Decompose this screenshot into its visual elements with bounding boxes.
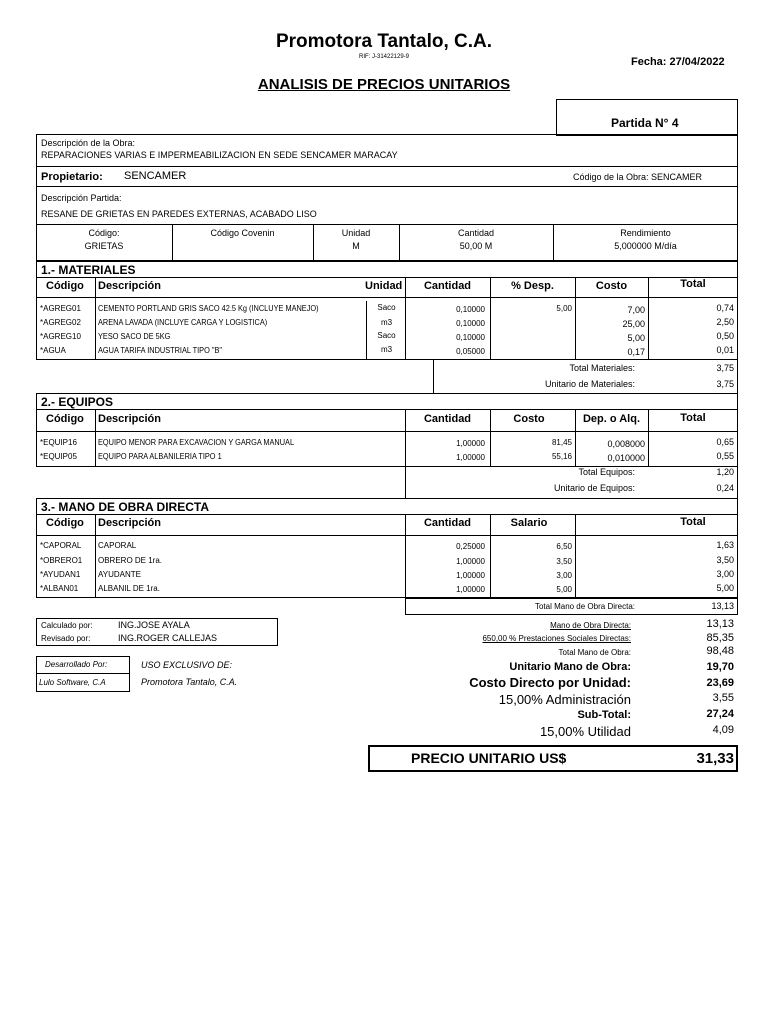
calculado-label: Calculado por: bbox=[41, 621, 93, 630]
row-cantidad: 1,00000 bbox=[456, 585, 485, 594]
unitario-materiales-label: Unitario de Materiales: bbox=[544, 379, 635, 389]
row-codigo: *AGUA bbox=[40, 346, 66, 355]
divider bbox=[36, 514, 738, 515]
divider bbox=[405, 467, 406, 498]
col-header: Salario bbox=[510, 517, 548, 529]
divider bbox=[36, 166, 738, 167]
col-header: Descripción bbox=[98, 413, 161, 425]
unitario-mano-obra-label: Unitario Mano de Obra: bbox=[509, 661, 631, 673]
codigo-value: GRIETAS bbox=[84, 241, 124, 251]
row-total: 0,01 bbox=[716, 345, 734, 355]
costo-directo-value: 23,69 bbox=[706, 677, 734, 689]
row-codigo: *CAPORAL bbox=[40, 541, 82, 550]
divider bbox=[36, 673, 130, 674]
uso-value: Promotora Tantalo, C.A. bbox=[141, 677, 238, 687]
costo-directo-label: Costo Directo por Unidad: bbox=[469, 675, 631, 690]
total-mano-obra-value: 13,13 bbox=[711, 601, 734, 611]
document-date: Fecha: 27/04/2022 bbox=[631, 56, 725, 68]
row-total: 0,65 bbox=[716, 437, 734, 447]
prestaciones-value: 85,35 bbox=[706, 632, 734, 644]
col-header: Total bbox=[680, 412, 706, 424]
total-equipos-value: 1,20 bbox=[716, 467, 734, 477]
row-total: 3,00 bbox=[716, 569, 734, 579]
row-cantidad: 1,00000 bbox=[456, 453, 485, 462]
row-salario: 3,00 bbox=[556, 571, 572, 580]
total-mano-obra-value: 98,48 bbox=[706, 645, 734, 657]
row-costo: 7,00 bbox=[627, 305, 645, 315]
row-desc: ARENA LAVADA (INCLUYE CARGA Y LOGISTICA) bbox=[98, 318, 268, 327]
row-codigo: *AYUDAN1 bbox=[40, 570, 81, 579]
col-header: Cantidad bbox=[423, 517, 472, 529]
row-cantidad: 0,10000 bbox=[456, 305, 485, 314]
col-header: Total bbox=[680, 278, 706, 290]
row-cantidad: 0,05000 bbox=[456, 347, 485, 356]
rendimiento-label: Rendimiento bbox=[620, 228, 671, 238]
row-dep: 0,010000 bbox=[607, 453, 645, 463]
divider bbox=[36, 297, 738, 298]
divider bbox=[36, 277, 738, 278]
row-codigo: *AGREG01 bbox=[40, 304, 81, 313]
utilidad-value: 4,09 bbox=[712, 724, 734, 736]
row-costo: 25,00 bbox=[622, 319, 645, 329]
codigo-label: Código: bbox=[88, 228, 120, 238]
cantidad-label: Cantidad bbox=[457, 228, 495, 238]
covenin-label: Código Covenin bbox=[210, 228, 275, 238]
unidad-value: M bbox=[352, 241, 360, 251]
unidad-label: Unidad bbox=[341, 228, 371, 238]
row-total: 0,74 bbox=[716, 303, 734, 313]
row-cantidad: 0,10000 bbox=[456, 319, 485, 328]
revisado-value: ING.ROGER CALLEJAS bbox=[118, 633, 218, 643]
col-header: Costo bbox=[513, 413, 545, 425]
row-cantidad: 0,10000 bbox=[456, 333, 485, 342]
row-cantidad: 0,25000 bbox=[456, 542, 485, 551]
obra-label: Descripción de la Obra: bbox=[41, 138, 136, 148]
unitario-mano-obra-value: 19,70 bbox=[706, 661, 734, 673]
row-dep: 0,008000 bbox=[607, 439, 645, 449]
col-header: Código bbox=[46, 280, 84, 292]
row-total: 3,50 bbox=[716, 555, 734, 565]
obra-value: REPARACIONES VARIAS E IMPERMEABILIZACION EN SEDE SENCAMER MARACAY bbox=[41, 150, 398, 160]
col-header: Descripción bbox=[98, 280, 161, 292]
utilidad-label: 15,00% Utilidad bbox=[539, 724, 631, 739]
precio-unitario-value: 31,33 bbox=[696, 750, 734, 767]
row-cantidad: 1,00000 bbox=[456, 557, 485, 566]
row-codigo: *EQUIP05 bbox=[40, 452, 77, 461]
row-codigo: *ALBAN01 bbox=[40, 584, 79, 593]
row-total: 0,50 bbox=[716, 331, 734, 341]
divider bbox=[737, 467, 738, 498]
col-header: Costo bbox=[595, 280, 628, 292]
row-codigo: *EQUIP16 bbox=[40, 438, 77, 447]
row-codigo: *AGREG10 bbox=[40, 332, 81, 341]
administracion-value: 3,55 bbox=[712, 692, 734, 704]
divider bbox=[95, 409, 96, 467]
row-costo: 81,45 bbox=[551, 438, 572, 447]
row-codigo: *AGREG02 bbox=[40, 318, 81, 327]
total-mano-obra-label: Total Mano de Obra Directa: bbox=[534, 602, 635, 611]
materiales-title: 1.- MATERIALES bbox=[41, 263, 136, 277]
document-title: ANALISIS DE PRECIOS UNITARIOS bbox=[257, 76, 511, 93]
row-codigo: *OBRERO1 bbox=[40, 556, 83, 565]
unitario-materiales-value: 3,75 bbox=[716, 379, 734, 389]
divider bbox=[575, 514, 576, 598]
calculado-value: ING.JOSE AYALA bbox=[118, 620, 190, 630]
row-desc: ALBANIL DE 1ra. bbox=[98, 584, 160, 593]
row-unidad: Saco bbox=[377, 303, 396, 312]
row-costo: 0,17 bbox=[627, 347, 645, 357]
divider bbox=[95, 514, 96, 598]
row-salario: 3,50 bbox=[556, 557, 572, 566]
mano-obra-directa-value: 13,13 bbox=[706, 618, 734, 630]
divider bbox=[36, 224, 738, 225]
col-header: Cantidad bbox=[423, 413, 472, 425]
subtotal-value: 27,24 bbox=[706, 708, 734, 720]
divider bbox=[366, 301, 367, 360]
divider bbox=[36, 535, 738, 536]
divider bbox=[36, 186, 738, 187]
col-header: Dep. o Alq. bbox=[582, 413, 641, 425]
partida-number: Partida N° 4 bbox=[611, 116, 679, 130]
row-cantidad: 1,00000 bbox=[456, 571, 485, 580]
row-desc: EQUIPO MENOR PARA EXCAVACION Y GARGA MANUAL bbox=[98, 438, 295, 447]
col-header: Cantidad bbox=[423, 280, 472, 292]
row-unidad: m3 bbox=[380, 318, 393, 327]
row-desc: AYUDANTE bbox=[98, 570, 141, 579]
prestaciones-label: 650,00 % Prestaciones Sociales Directas: bbox=[482, 634, 631, 643]
partida-desc-value: RESANE DE GRIETAS EN PAREDES EXTERNAS, ACABADO LISO bbox=[41, 209, 317, 219]
divider bbox=[737, 360, 738, 393]
row-total: 1,63 bbox=[716, 540, 734, 550]
row-desc: OBRERO DE 1ra. bbox=[98, 556, 163, 565]
subtotal-label: Sub-Total: bbox=[577, 709, 631, 721]
company-rif: RIF: J-31422129-9 bbox=[358, 54, 410, 60]
col-header: Unidad bbox=[365, 280, 403, 292]
administracion-label: 15,00% Administración bbox=[498, 692, 631, 707]
mano-obra-directa-label: Mano de Obra Directa: bbox=[550, 621, 631, 630]
col-header: % Desp. bbox=[511, 280, 554, 292]
col-header: Código bbox=[46, 413, 84, 425]
revisado-label: Revisado por: bbox=[41, 634, 91, 643]
row-total: 2,50 bbox=[716, 317, 734, 327]
company-name: Promotora Tantalo, C.A. bbox=[275, 31, 493, 52]
total-equipos-label: Total Equipos: bbox=[578, 467, 635, 477]
codigo-obra: Código de la Obra: SENCAMER bbox=[573, 172, 703, 182]
col-header: Total bbox=[680, 516, 706, 528]
row-cantidad: 1,00000 bbox=[456, 439, 485, 448]
uso-label: USO EXCLUSIVO DE: bbox=[141, 660, 233, 670]
equipos-title: 2.- EQUIPOS bbox=[41, 395, 114, 409]
row-total: 0,55 bbox=[716, 451, 734, 461]
partida-desc-label: Descripción Partida: bbox=[41, 193, 122, 203]
rendimiento-value: 5,000000 M/día bbox=[614, 241, 677, 251]
row-desc: YESO SACO DE 5KG bbox=[98, 332, 171, 341]
divider bbox=[95, 277, 96, 360]
row-unidad: m3 bbox=[380, 345, 393, 354]
divider bbox=[433, 360, 434, 393]
divider bbox=[36, 409, 738, 410]
divider bbox=[36, 431, 738, 432]
row-desc: CAPORAL bbox=[98, 541, 137, 550]
col-header: Descripción bbox=[98, 517, 161, 529]
total-mano-obra-label: Total Mano de Obra: bbox=[558, 648, 631, 657]
row-desc: AGUA TARIFA INDUSTRIAL TIPO "B" bbox=[98, 346, 222, 355]
cantidad-value: 50,00 M bbox=[459, 241, 493, 251]
row-costo: 5,00 bbox=[627, 333, 645, 343]
row-costo: 55,16 bbox=[551, 452, 572, 461]
row-salario: 5,00 bbox=[556, 585, 572, 594]
row-desc: CEMENTO PORTLAND GRIS SACO 42.5 Kg (INCLUYE MANEJO) bbox=[98, 304, 319, 313]
mano-obra-title: 3.- MANO DE OBRA DIRECTA bbox=[41, 500, 209, 514]
desarrollado-value: Lulo Software, C.A bbox=[39, 678, 106, 687]
row-salario: 6,50 bbox=[556, 542, 572, 551]
desarrollado-label: Desarrollado Por: bbox=[45, 660, 108, 669]
unitario-equipos-value: 0,24 bbox=[716, 483, 734, 493]
row-unidad: Saco bbox=[377, 331, 396, 340]
precio-unitario-label: PRECIO UNITARIO US$ bbox=[411, 750, 567, 766]
propietario-label: Propietario: bbox=[41, 171, 103, 183]
total-materiales-value: 3,75 bbox=[716, 363, 734, 373]
total-materiales-label: Total Materiales: bbox=[569, 363, 635, 373]
row-total: 5,00 bbox=[716, 583, 734, 593]
row-desc: EQUIPO PARA ALBANILERIA TIPO 1 bbox=[98, 452, 222, 461]
propietario-value: SENCAMER bbox=[124, 170, 187, 182]
col-header: Código bbox=[46, 517, 84, 529]
row-desp: 5,00 bbox=[556, 304, 572, 313]
unitario-equipos-label: Unitario de Equipos: bbox=[553, 483, 635, 493]
